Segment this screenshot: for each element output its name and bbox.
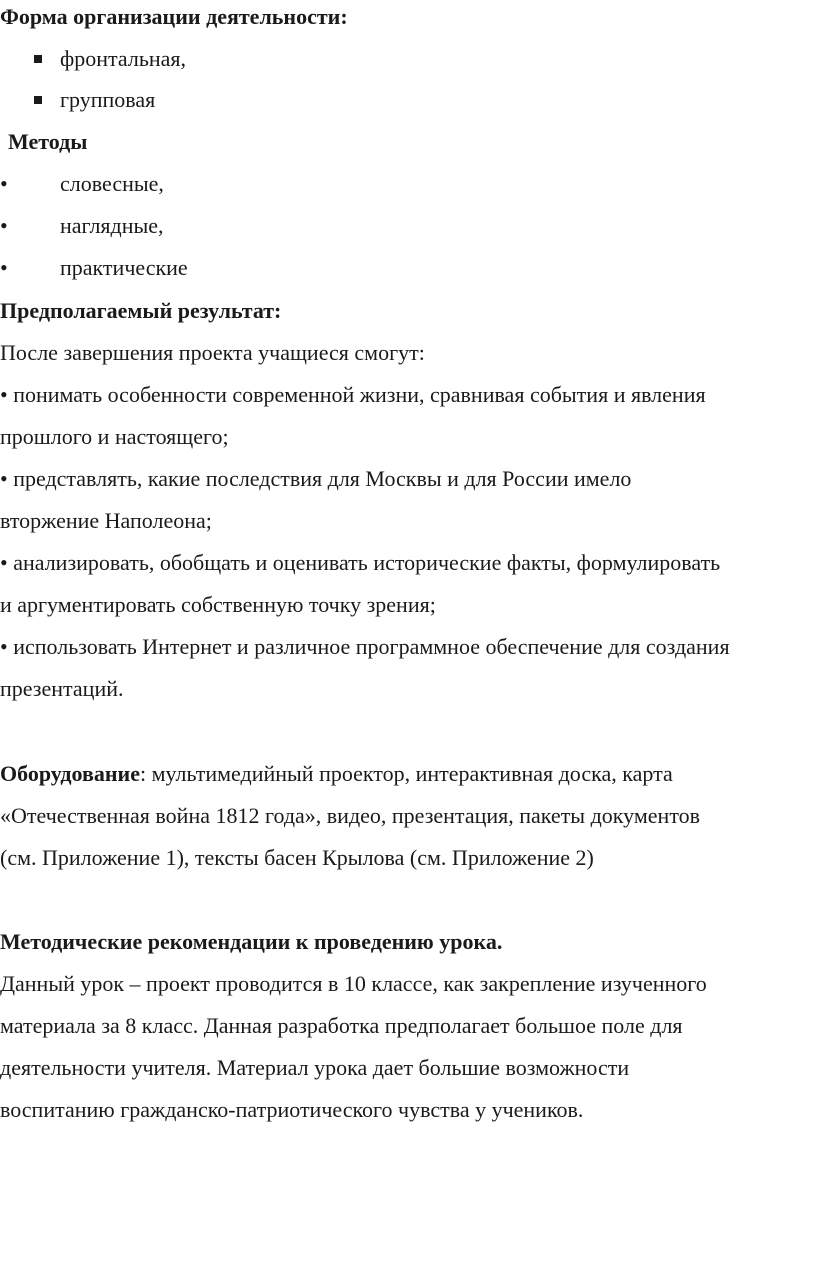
methods-heading: Методы [8, 129, 88, 154]
text-line: Данный урок – проект проводится в 10 классе, как закрепление изученного [0, 971, 707, 996]
text-line: презентаций. [0, 676, 124, 701]
list-item-text: словесные, [60, 171, 164, 196]
list-item-text: наглядные, [60, 213, 164, 238]
text-line: • понимать особенности современной жизни, сравнивая события и явления [0, 382, 706, 407]
list-item-text: групповая [60, 87, 156, 112]
list-item [0, 169, 164, 199]
text-line: «Отечественная война 1812 года», видео, презентация, пакеты документов [0, 803, 701, 828]
list-item [0, 253, 188, 283]
text-line: вторжение Наполеона; [0, 508, 212, 533]
square-bullet-icon [34, 55, 42, 63]
form-heading: Форма организации деятельности: [0, 4, 348, 29]
list-item [0, 211, 164, 241]
text-line: деятельности учителя. Материал урока дает большие возможности [0, 1055, 630, 1080]
bullet-icon: • [0, 171, 8, 196]
list-item [34, 85, 155, 115]
result-intro: После завершения проекта учащиеся смогут: [0, 340, 425, 365]
equipment-label: Оборудование [0, 761, 140, 786]
text-line: (см. Приложение 1), тексты басен Крылова (см. Приложение 2) [0, 845, 594, 870]
text-line: материала за 8 класс. Данная разработка предполагает большое поле для [0, 1013, 683, 1038]
list-item-text: фронтальная, [60, 46, 187, 71]
text-line: • использовать Интернет и различное программное обеспечение для создания [0, 634, 730, 659]
bullet-icon: • [0, 255, 8, 280]
text-line: воспитанию гражданско-патриотического чувства у учеников. [0, 1097, 584, 1122]
list-item-text: практические [60, 255, 188, 280]
square-bullet-icon [34, 96, 42, 104]
result-heading: Предполагаемый результат: [0, 298, 282, 323]
list-item [34, 44, 186, 74]
equipment-line [0, 759, 673, 789]
bullet-icon: • [0, 213, 8, 238]
text-line: • представлять, какие последствия для Москвы и для России имело [0, 466, 632, 491]
equipment-text: : мультимедийный проектор, интерактивная доска, карта [139, 761, 673, 786]
text-line: прошлого и настоящего; [0, 424, 229, 449]
recommendations-heading: Методические рекомендации к проведению урока. [0, 929, 503, 954]
text-line: и аргументировать собственную точку зрения; [0, 592, 436, 617]
text-line: • анализировать, обобщать и оценивать исторические факты, формулировать [0, 550, 721, 575]
